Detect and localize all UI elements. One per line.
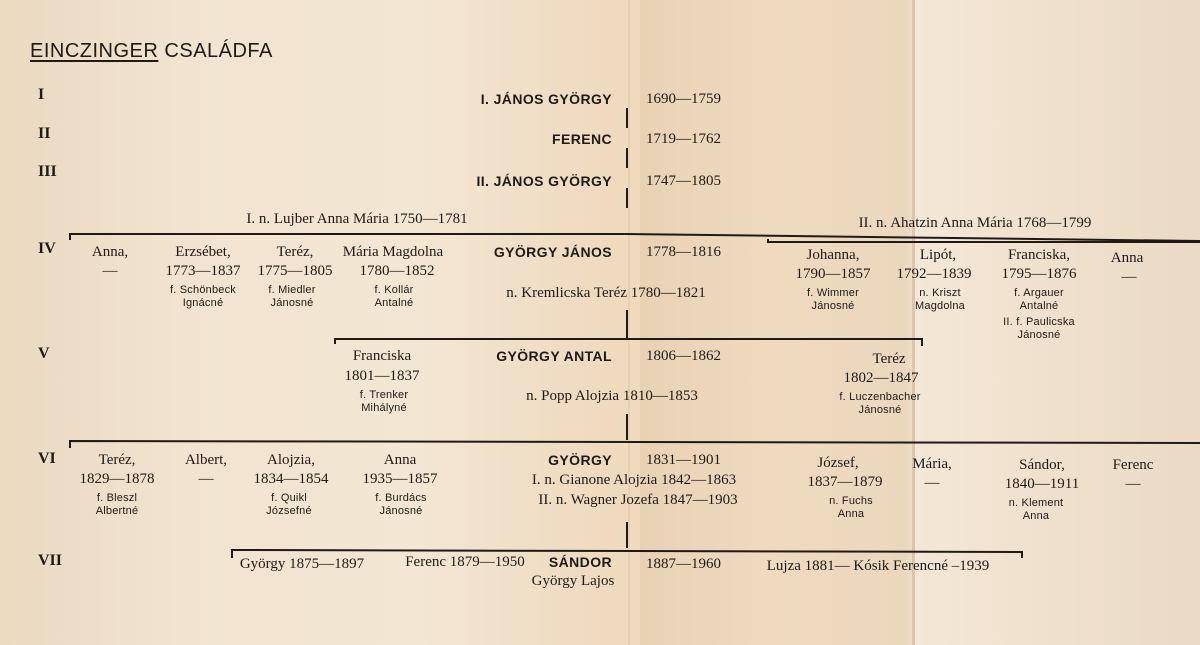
gen4-sibling-note: n. Kriszt	[919, 287, 961, 299]
gen6-sibling-note: f. Quikl	[271, 492, 307, 504]
gen6-main-spouse-1: I. n. Gianone Alojzia 1842—1863	[531, 472, 737, 488]
gen4-sibling-name: Erzsébet,	[175, 244, 231, 260]
gen6-sibling-years: 1840—1911	[1004, 476, 1080, 492]
gen4-sibling-note: Ignácné	[182, 297, 224, 309]
gen4-main-name: GYÖRGY JÁNOS	[493, 244, 612, 260]
gen2-name: FERENC	[552, 131, 612, 147]
gen6-main-years: 1831—1901	[646, 452, 721, 468]
gen4-sibling-years: 1773—1837	[165, 263, 241, 279]
gen6-sibling-note: Józsefné	[266, 505, 312, 517]
gen1-name: I. JÁNOS GYÖRGY	[480, 91, 612, 107]
gen6-sibling-note: Anna	[837, 508, 865, 520]
gen5-main-name: GYÖRGY ANTAL	[496, 348, 612, 364]
gen6-sibling-years: —	[1125, 476, 1141, 492]
gen6-sibling-years: 1829—1878	[79, 471, 155, 487]
gen5-sibling-years: 1802—1847	[843, 370, 919, 386]
gen4-sibling-name: Anna	[1110, 250, 1144, 266]
gen6-sibling-note: Jánosné	[379, 505, 423, 517]
gen6-main-name: GYÖRGY	[548, 452, 612, 468]
gen7-main-years: 1887—1960	[646, 556, 721, 572]
gen6-sibling-note: f. Burdács	[375, 492, 427, 504]
gen4-main-years: 1778—1816	[646, 244, 721, 260]
gen4-second-wife: II. n. Ahatzin Anna Mária 1768—1799	[858, 215, 1092, 231]
gen5-main-spouse: n. Popp Alojzia 1810—1853	[526, 388, 698, 404]
gen4-sibling-note: II. f. Paulicska	[1003, 316, 1075, 328]
gen5-sibling-note: Mihályné	[361, 402, 407, 414]
gen4-sibling-note: Jánosné	[270, 297, 314, 309]
gen4-sibling-name: Teréz,	[276, 244, 314, 260]
generation-4-bracket	[70, 234, 1200, 241]
gen6-sibling-name: Anna	[383, 452, 417, 468]
gen6-sibling-years: —	[198, 471, 214, 487]
gen4-sibling-years: —	[102, 263, 118, 279]
title-text: CSALÁDFA	[164, 40, 273, 62]
gen5-sibling-note: Jánosné	[858, 404, 902, 416]
generation-label: II	[38, 125, 51, 142]
gen6-sibling-note: n. Klement	[1008, 497, 1064, 509]
gen7-gyorgy: György 1875—1897	[239, 556, 365, 572]
gen2-years: 1719—1762	[646, 131, 721, 147]
generation-5-bracket	[335, 339, 922, 346]
gen6-sibling-note: Anna	[1022, 510, 1050, 522]
gen4-sibling-years: 1795—1876	[1001, 266, 1077, 282]
gen6-sibling-name: Teréz,	[98, 452, 136, 468]
gen4-sibling-note: Jánosné	[811, 300, 855, 312]
gen6-sibling-years: 1935—1857	[362, 471, 438, 487]
gen1-years: 1690—1759	[646, 91, 721, 107]
gen4-sibling-note: Antalné	[374, 297, 414, 309]
gen4-main-spouse: n. Kremlicska Teréz 1780—1821	[506, 285, 706, 301]
gen4-sibling-years: 1790—1857	[795, 266, 871, 282]
generation-label: VII	[38, 552, 63, 569]
gen4-sibling-note: f. Kollár	[374, 284, 414, 296]
gen6-sibling-years: 1837—1879	[807, 474, 883, 490]
gen6-sibling-name: Sándor,	[1019, 457, 1065, 473]
gen5-sibling-years: 1801—1837	[344, 368, 420, 384]
gen7-lujza: Lujza 1881— Kósik Ferencné –1939	[766, 558, 990, 574]
generation-label: V	[38, 345, 50, 362]
gen5-sibling-name: Franciska	[352, 348, 412, 364]
gen4-sibling-name: Franciska,	[1007, 247, 1071, 263]
gen6-sibling-name: Mária,	[912, 456, 952, 472]
gen4-sibling-note: Magdolna	[915, 300, 965, 312]
generation-6-bracket	[70, 441, 1200, 448]
gen4-sibling-note: Antalné	[1019, 300, 1059, 312]
title-family-name: EINCZINGER	[30, 40, 159, 62]
generation-label: I	[38, 86, 45, 103]
gen6-sibling-years: —	[924, 475, 940, 491]
gen5-main-years: 1806—1862	[646, 348, 721, 364]
generation-label: IV	[38, 240, 56, 257]
gen4-sibling-years: —	[1121, 269, 1137, 285]
gen5-sibling-note: f. Trenker	[359, 389, 409, 401]
gen5-sibling-name: Teréz	[872, 351, 906, 367]
gen6-sibling-note: f. Bleszl	[96, 492, 138, 504]
gen7-main-middle-names: György Lajos	[531, 573, 615, 589]
gen4-sibling-note: f. Wimmer	[807, 287, 859, 299]
gen6-sibling-years: 1834—1854	[253, 471, 329, 487]
gen6-sibling-name: Albert,	[184, 452, 228, 468]
gen6-sibling-note: Albertné	[95, 505, 139, 517]
gen6-sibling-name: Ferenc	[1112, 457, 1154, 473]
gen6-main-spouse-2: II. n. Wagner Jozefa 1847—1903	[538, 492, 738, 508]
gen4-first-wife: I. n. Lujber Anna Mária 1750—1781	[246, 211, 468, 227]
gen3-years: 1747—1805	[646, 173, 721, 189]
gen4-sibling-years: 1780—1852	[359, 263, 435, 279]
gen4-sibling-note: f. Miedler	[268, 284, 316, 296]
gen4-sibling-name: Anna,	[91, 244, 129, 260]
gen7-ferenc: Ferenc 1879—1950	[405, 554, 525, 570]
gen4-sibling-years: 1775—1805	[257, 263, 333, 279]
gen3-name: II. JÁNOS GYÖRGY	[476, 173, 612, 189]
generation-label: VI	[38, 450, 56, 467]
gen6-sibling-note: n. Fuchs	[829, 495, 873, 507]
gen7-main-name: SÁNDOR	[548, 554, 612, 570]
gen4-sibling-name: Johanna,	[806, 247, 860, 263]
gen4-sibling-note: f. Argauer	[1014, 287, 1064, 299]
gen4-sibling-name: Lipót,	[919, 247, 957, 263]
gen4-sibling-name: Mária Magdolna	[342, 244, 444, 260]
gen4-sibling-years: 1792—1839	[896, 266, 972, 282]
gen6-sibling-name: Alojzia,	[267, 452, 315, 468]
gen4-sibling-note: Jánosné	[1017, 329, 1061, 341]
gen4-sibling-note: f. Schönbeck	[170, 284, 236, 296]
gen5-sibling-note: f. Luczenbacher	[839, 391, 921, 403]
generation-label: III	[38, 163, 57, 180]
gen6-sibling-name: József,	[817, 455, 859, 471]
